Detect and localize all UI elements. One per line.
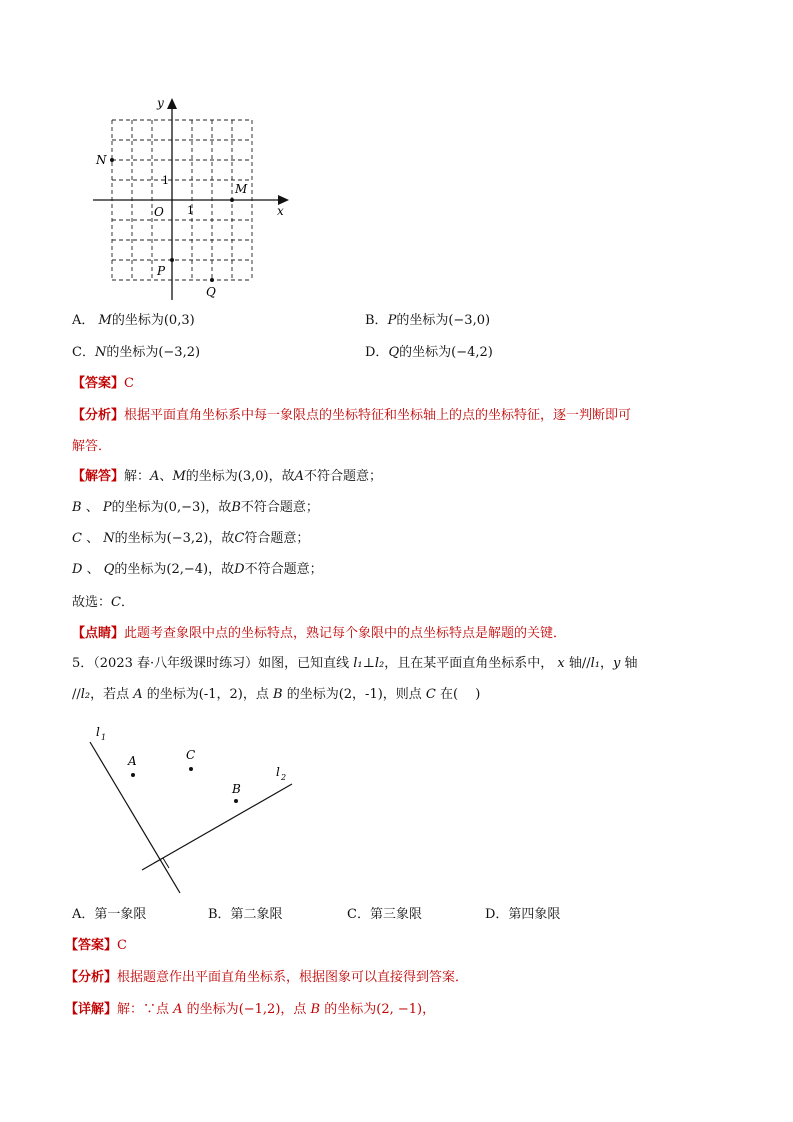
label-n: N (96, 153, 107, 167)
q4-comment: 【点睛】此题考查象限中点的坐标特点，熟记每个象限中的点坐标特点是解题的关键． (72, 626, 567, 641)
q5-option-a: A．第一象限 (72, 907, 147, 922)
point-n (110, 158, 114, 162)
label-b: B (232, 782, 241, 796)
label-q: Q (206, 285, 216, 299)
label-m: M (235, 182, 248, 196)
label-l1-subscript: 1 (101, 733, 107, 742)
y-axis-label: y (157, 96, 164, 110)
q4-solution-line4: D 、 Q的坐标为(2,−4)，故D不符合题意； (72, 562, 323, 577)
q4-option-c: C．N的坐标为(−3,2) (72, 345, 201, 360)
label-c: C (186, 748, 196, 762)
point-m (230, 198, 234, 202)
q5-stem-line2: //l₂，若点 A 的坐标为(-1，2)，点 B 的坐标为(2，-1)，则点 C 在( ) (72, 687, 481, 702)
q4-solution-line3: C 、 N的坐标为(−3,2)，故C符合题意； (72, 531, 310, 546)
point-b (234, 799, 238, 803)
point-p (170, 258, 174, 262)
point-q (210, 278, 214, 282)
line-l2 (142, 784, 292, 870)
q5-option-b: B．第二象限 (208, 907, 283, 922)
q4-solution-line1: 【解答】解：A、M的坐标为(3,0)，故A不符合题意； (72, 469, 383, 484)
label-a: A (128, 754, 137, 768)
coordinate-grid-figure (85, 90, 300, 305)
x-axis-label: x (277, 204, 284, 218)
q4-analysis-line1: 【分析】根据平面直角坐标系中每一象限点的坐标特征和坐标轴上的点的坐标特征，逐一判断即可 (72, 408, 632, 423)
origin-label: O (154, 205, 164, 219)
label-l1: l (96, 725, 100, 739)
point-a (131, 773, 135, 777)
q5-stem-line1: 5．（2023 春·八年级课时练习）如图，已知直线 l₁⊥l₂，且在某平面直角坐标系中， x 轴//l₁，y 轴 (72, 656, 638, 671)
q5-detail: 【详解】解：∵点 A 的坐标为(−1,2)，点 B 的坐标为(2, −1)， (65, 1002, 436, 1017)
point-c (189, 767, 193, 771)
label-l2-subscript: 2 (281, 773, 287, 782)
perpendicular-lines-figure (80, 720, 310, 900)
q4-answer: 【答案】C (72, 376, 134, 391)
label-l2: l (276, 765, 280, 779)
q4-option-b: B．P的坐标为(−3,0) (365, 313, 491, 328)
q5-option-c: C．第三象限 (347, 907, 422, 922)
y-tick-label: 1 (162, 174, 169, 187)
label-p: P (157, 264, 166, 278)
q4-analysis-line2: 解答． (72, 439, 112, 454)
q5-option-d: D．第四象限 (485, 907, 561, 922)
q5-answer: 【答案】C (65, 938, 127, 953)
x-tick-label: 1 (187, 204, 194, 217)
q4-solution-line2: B 、 P的坐标为(0,−3)，故B不符合题意； (72, 500, 319, 515)
y-axis-arrow (167, 98, 177, 109)
q4-option-a: A． M的坐标为(0,3) (72, 313, 195, 328)
q4-option-d: D．Q的坐标为(−4,2) (365, 345, 493, 360)
q5-analysis: 【分析】根据题意作出平面直角坐标系，根据图象可以直接得到答案． (65, 970, 469, 985)
q4-choose-line: 故选：C． (72, 595, 134, 610)
